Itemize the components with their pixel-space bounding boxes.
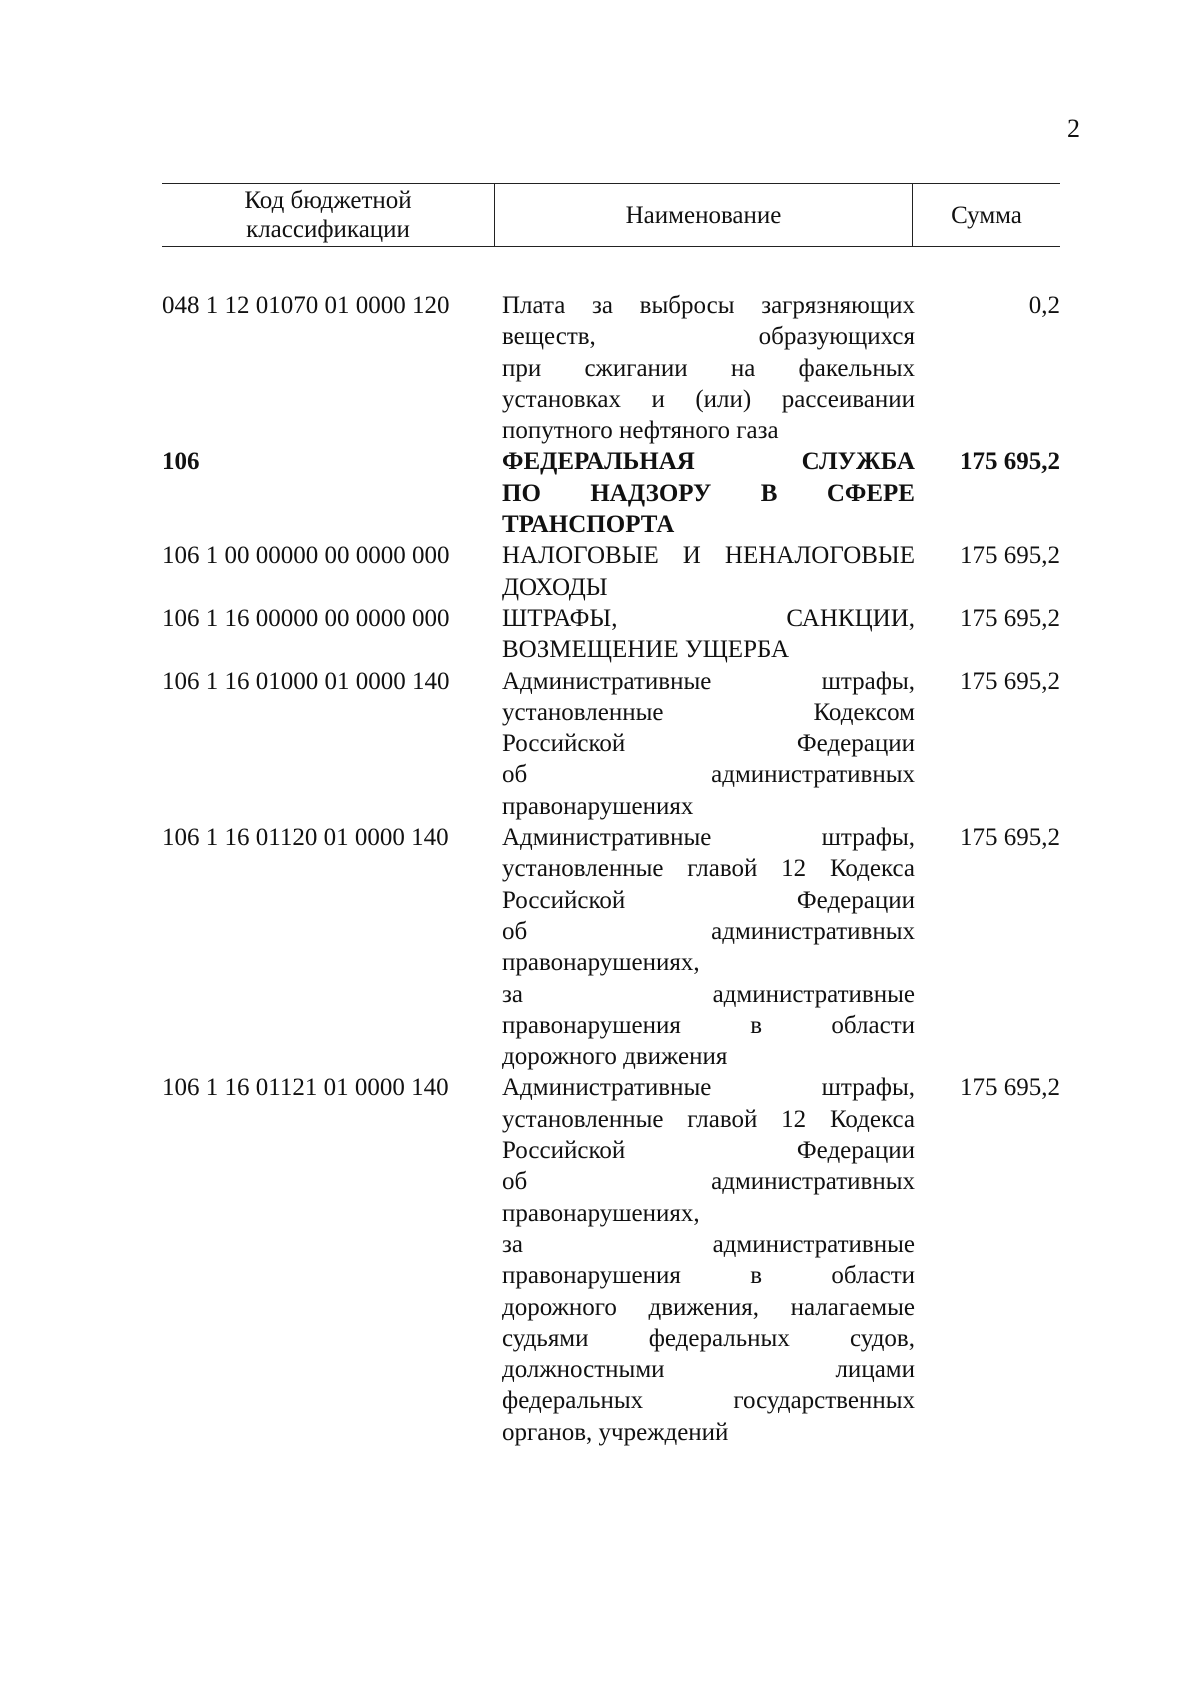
row-name-line: Административные штрафы,: [502, 667, 915, 695]
row-name-line: за административные: [502, 1230, 915, 1258]
table-body: [162, 290, 1060, 1448]
header-code-line2: классификации: [246, 216, 410, 243]
row-name: [502, 822, 915, 1072]
row-name-line: установленные главой 12 Кодекса: [502, 1105, 915, 1133]
row-sum: 175 695,2: [960, 604, 1060, 632]
row-name-line: ПО НАДЗОРУ В СФЕРЕ: [502, 479, 915, 507]
row-name-line: об административных: [502, 761, 915, 789]
header-code-line1: Код бюджетной: [244, 187, 412, 214]
row-code: 106 1 16 01000 01 0000 140: [162, 667, 450, 695]
row-name-line: правонарушениях,: [502, 1199, 700, 1227]
header-sum: Сумма: [951, 201, 1022, 229]
row-sum: 175 695,2: [960, 448, 1060, 476]
row-sum: 175 695,2: [960, 667, 1060, 695]
row-name-line: Российской Федерации: [502, 730, 915, 758]
row-code: 048 1 12 01070 01 0000 120: [162, 292, 450, 319]
row-name-line: правонарушения в области: [502, 1011, 915, 1039]
row-name: [502, 1072, 915, 1448]
row-name: [502, 446, 915, 540]
row-name-line: правонарушениях: [502, 792, 694, 820]
row-name-line: веществ, образующихся: [502, 323, 915, 351]
row-name-line: об административных: [502, 917, 915, 945]
row-sum: 175 695,2: [960, 824, 1060, 852]
row-code: 106 1 00 00000 00 0000 000: [162, 542, 450, 570]
row-name-line: Административные штрафы,: [502, 1074, 915, 1102]
row-sum: 0,2: [1028, 292, 1060, 319]
page-number: 2: [1067, 114, 1080, 143]
row-name-line: установленные главой 12 Кодекса: [502, 855, 915, 883]
row-name-line: ТРАНСПОРТА: [502, 511, 675, 539]
row-name-line: Плата за выбросы загрязняющих: [502, 292, 915, 319]
row-name: [502, 603, 915, 666]
table-row: [162, 290, 1060, 446]
row-name-line: должностными лицами: [502, 1356, 915, 1384]
row-name-line: за административные: [502, 980, 915, 1008]
header-name: Наименование: [495, 184, 913, 246]
table-row: [162, 446, 1060, 540]
row-name-line: установленные Кодексом: [502, 698, 915, 726]
row-name-line: органов, учреждений: [502, 1418, 729, 1446]
table-row: [162, 540, 1060, 603]
row-name-line: дорожного движения: [502, 1043, 728, 1071]
table-row: [162, 1072, 1060, 1448]
row-name: [502, 290, 915, 446]
row-name-line: ФЕДЕРАЛЬНАЯ СЛУЖБА: [502, 448, 915, 476]
row-name-line: Российской Федерации: [502, 886, 915, 914]
row-name-line: установках и (или) рассеивании: [502, 385, 915, 413]
row-name-line: судьями федеральных судов,: [502, 1324, 915, 1352]
row-code: 106 1 16 01120 01 0000 140: [162, 824, 449, 852]
table-row: [162, 822, 1060, 1072]
table-row: [162, 666, 1060, 822]
row-code: 106: [162, 448, 200, 476]
table-header: [162, 183, 1060, 247]
table-row: [162, 603, 1060, 666]
row-name-line: Административные штрафы,: [502, 824, 915, 852]
row-name-line: федеральных государственных: [502, 1387, 915, 1415]
row-code: 106 1 16 01121 01 0000 140: [162, 1074, 449, 1102]
row-name-line: правонарушения в области: [502, 1262, 915, 1290]
row-name-line: правонарушениях,: [502, 949, 700, 977]
row-name-line: НАЛОГОВЫЕ И НЕНАЛОГОВЫЕ: [502, 542, 915, 570]
row-name: [502, 666, 915, 822]
row-name-line: Российской Федерации: [502, 1137, 915, 1165]
row-name-line: об административных: [502, 1168, 915, 1196]
row-name-line: дорожного движения, налагаемые: [502, 1293, 915, 1321]
row-name: [502, 540, 915, 603]
row-sum: 175 695,2: [960, 542, 1060, 570]
row-name-line: ШТРАФЫ, САНКЦИИ,: [502, 604, 915, 632]
row-sum: 175 695,2: [960, 1074, 1060, 1102]
header-code: [162, 184, 495, 246]
row-name-line: попутного нефтяного газа: [502, 417, 779, 445]
row-code: 106 1 16 00000 00 0000 000: [162, 604, 450, 632]
row-name-line: ВОЗМЕЩЕНИЕ УЩЕРБА: [502, 636, 790, 664]
row-name-line: при сжигании на факельных: [502, 354, 915, 382]
row-name-line: ДОХОДЫ: [502, 573, 608, 601]
